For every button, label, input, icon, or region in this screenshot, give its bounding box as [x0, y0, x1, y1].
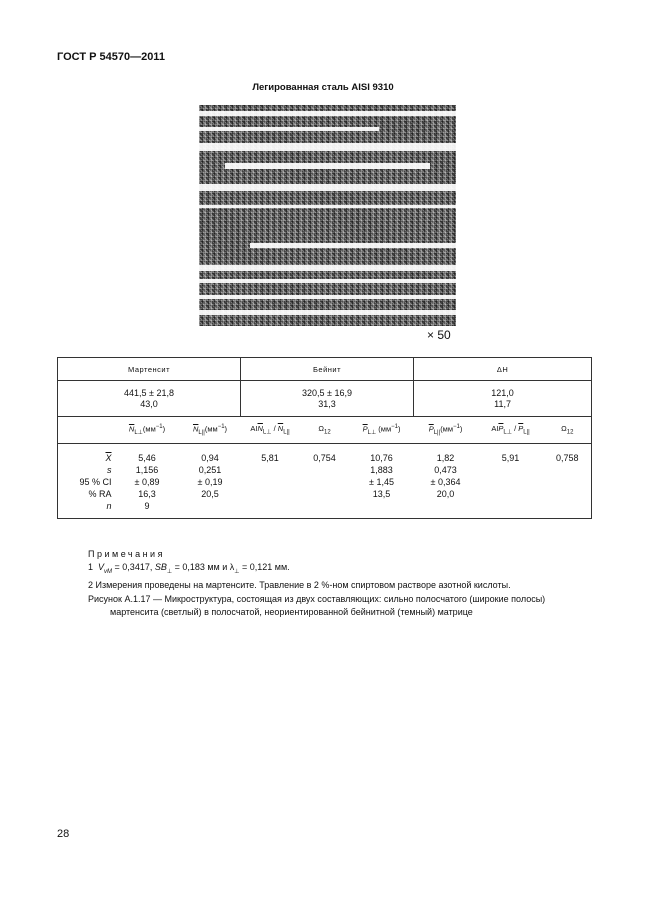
standard-header: ГОСТ Р 54570—2011 [57, 51, 165, 63]
mean-delta-h: 121,0 11,7 [414, 381, 592, 417]
col-header-stat [58, 417, 115, 444]
note-1: 1 $V_{vM} = 0,3417$, $SB_\perp = 0,183$ мм и $\lambda_\perp = 0,121$ мм. [88, 562, 290, 575]
col-header-n-l-perp: $\overline{N}_{L\perp}(мм^{-1})$ [128, 424, 166, 436]
table-row: n 9 [58, 500, 592, 512]
magnification-label: × 50 [427, 328, 451, 342]
figure-title: Легированная сталь AISI 9310 [252, 82, 394, 93]
col-header-n-l-par: $\overline{N}_{L||}(мм^{-1})$ [192, 424, 228, 436]
table-row: $\overline{X}$ 5,46 0,94 5,81 0,754 10,76 1,82 5,91 0,758 [58, 452, 592, 464]
col-header-ai-n: $AI\overline{N}_{L\perp} / \overline{N}_{L||}$ [250, 424, 290, 436]
group-martensite: Мартенсит [58, 358, 241, 381]
col-header-p-l-par: $\overline{P}_{L||}(мм^{-1})$ [428, 424, 463, 436]
table-row: % RA 16,3 20,5 13,5 20,0 [58, 488, 592, 500]
notes-heading: Примечания [88, 549, 165, 559]
group-bainite: Бейнит [241, 358, 414, 381]
mean-bainite: 320,5 ± 16,9 31,3 [241, 381, 414, 417]
figure-caption: Рисунок А.1.17 — Микроструктура, состоящая из двух составляющих: сильно полосчатого (широкие полосы) мартенсита (светлый) в полосчатой, неориентированной бейнитной (темный) матрице [88, 594, 546, 617]
note-2: 2 Измерения проведены на мартенсите. Травление в 2 %-ном спиртовом растворе азотной кислоты. [88, 579, 511, 590]
measurement-table [57, 357, 592, 519]
notes [88, 548, 511, 592]
table-row: s 1,156 0,251 1,883 0,473 [58, 464, 592, 476]
mean-martensite: 441,5 ± 21,8 43,0 [58, 381, 241, 417]
page-number: 28 [57, 828, 70, 840]
col-header-omega-1: $\Omega_{12}$ [318, 424, 331, 436]
table-row: 95 % CI ± 0,89 ± 0,19 ± 1,45 ± 0,364 [58, 476, 592, 488]
col-header-p-l-perp: $\overline{P}_{L\perp}$ $(мм^{-1})$ [362, 424, 401, 436]
col-header-ai-p: $AI\overline{P}_{L\perp} / \overline{P}_{L||}$ [491, 424, 530, 436]
micrograph-image [199, 105, 456, 326]
group-delta-h: ΔH [414, 358, 592, 381]
col-header-omega-2: $\Omega_{12}$ [544, 417, 592, 444]
